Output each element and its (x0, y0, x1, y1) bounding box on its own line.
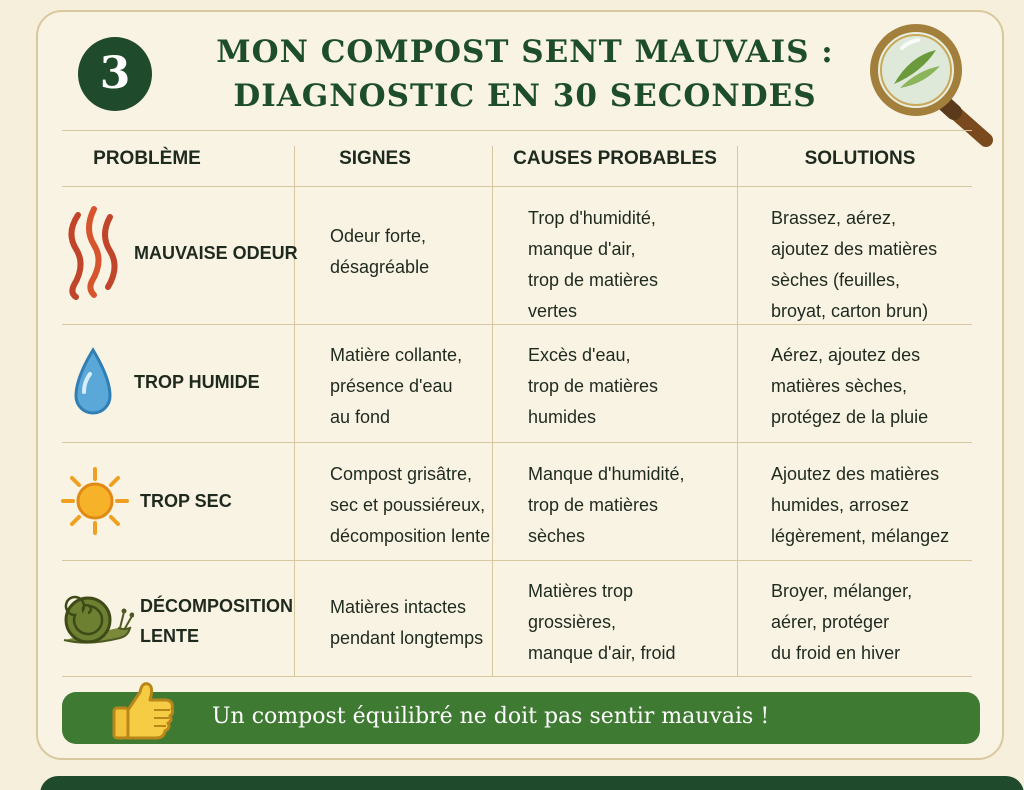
causes-cell-row-1: Trop d'humidité, manque d'air, trop de matières vertes (528, 208, 659, 321)
column-divider-3 (737, 146, 738, 676)
water-drop-icon (70, 346, 116, 420)
title-line-2: DIAGNOSTIC EN 30 SECONDES (233, 78, 817, 114)
footer-message: Un compost équilibré ne doit pas sentir mauvais ! (212, 704, 770, 729)
column-divider-2 (492, 146, 493, 676)
solutions-cell-row-2: Aérez, ajoutez des matières sèches, protégez de la pluie (771, 345, 929, 427)
magnifier-icon (858, 12, 998, 152)
step-number-badge: 3 (78, 37, 152, 111)
column-divider-1 (294, 146, 295, 676)
problem-label-row-1: MAUVAISE ODEUR (134, 243, 298, 263)
problem-label-row-3: TROP SEC (140, 491, 232, 511)
causes-cell-row-4: Matières trop grossières, manque d'air, froid (528, 581, 676, 663)
next-section-bar (40, 776, 1024, 790)
snail-icon (58, 592, 134, 648)
title-divider (62, 130, 972, 131)
sun-icon (60, 466, 130, 536)
signs-cell-row-3: Compost grisâtre, sec et poussiéreux, décomposition lente (330, 464, 491, 546)
problem-label-row-4: DÉCOMPOSITION LENTE (140, 596, 294, 646)
smell-waves-icon (64, 205, 122, 301)
signs-cell-row-2: Matière collante, présence d'eau au fond (330, 345, 463, 427)
column-header-probleme: PROBLÈME (93, 148, 201, 169)
column-header-causes: CAUSES PROBABLES (513, 148, 717, 169)
column-header-solutions: SOLUTIONS (804, 148, 916, 169)
thumbs-up-icon (108, 678, 178, 748)
page-title (180, 30, 870, 118)
header-divider (62, 186, 972, 187)
causes-cell-row-2: Excès d'eau, trop de matières humides (528, 345, 659, 427)
solutions-cell-row-1: Brassez, aérez, ajoutez des matières sèches (feuilles, broyat, carton brun) (771, 208, 938, 321)
solutions-cell-row-4: Broyer, mélanger, aérer, protéger du froid en hiver (771, 581, 913, 663)
row-divider-3 (62, 560, 972, 561)
column-header-signes: SIGNES (339, 148, 411, 169)
row-divider-2 (62, 442, 972, 443)
title-line-1: MON COMPOST SENT MAUVAIS : (216, 34, 834, 70)
signs-cell-row-1: Odeur forte, désagréable (330, 226, 430, 277)
causes-cell-row-3: Manque d'humidité, trop de matières sèches (528, 464, 685, 546)
solutions-cell-row-3: Ajoutez des matières humides, arrosez légèrement, mélangez (771, 464, 950, 546)
signs-cell-row-4: Matières intactes pendant longtemps (330, 597, 484, 648)
table-bottom-divider (62, 676, 972, 677)
problem-label-row-2: TROP HUMIDE (134, 372, 260, 392)
